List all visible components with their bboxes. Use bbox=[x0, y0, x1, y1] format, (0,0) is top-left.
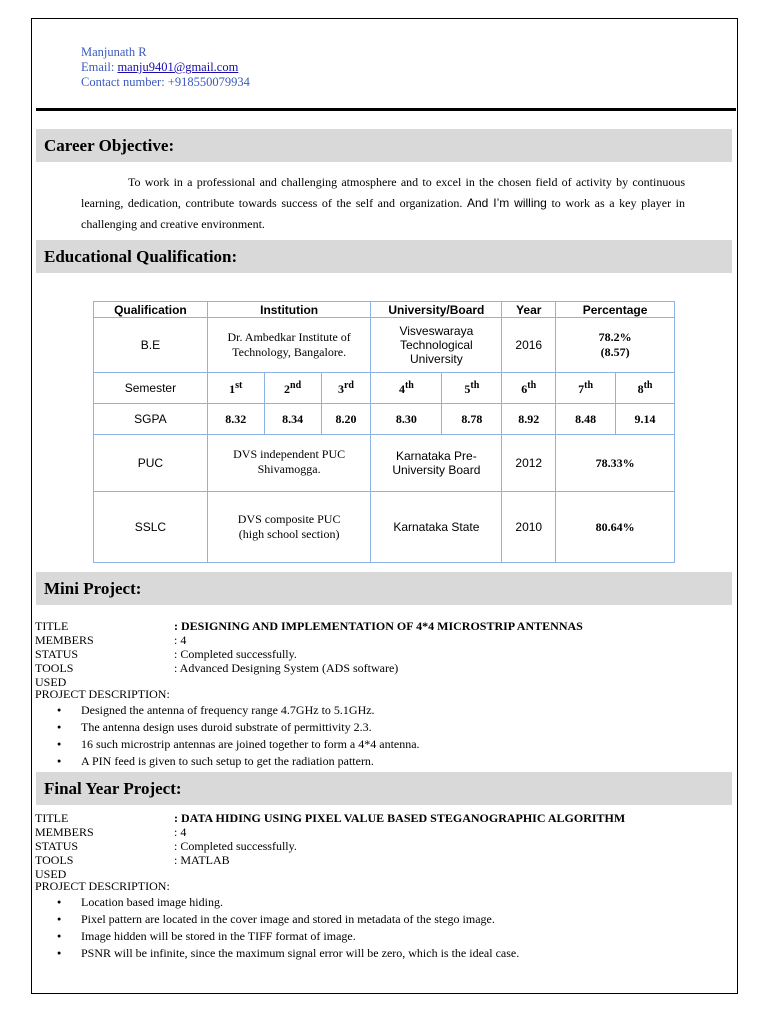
list-item: ● PSNR will be infinite, since the maximum signal error will be zero, which is the ideal case. bbox=[35, 945, 519, 962]
be-institution: Dr. Ambedkar Institute of Technology, Bangalore. bbox=[207, 318, 371, 373]
mini-tools-key: TOOLS USED bbox=[35, 661, 74, 689]
list-item: ● Designed the antenna of frequency range 4.7GHz to 5.1GHz. bbox=[35, 702, 420, 719]
candidate-name: Manjunath R bbox=[81, 45, 147, 59]
education-heading: Educational Qualification: bbox=[36, 240, 732, 273]
col-university: University/Board bbox=[371, 302, 502, 318]
semester-4: 4th bbox=[371, 373, 442, 404]
semester-1: 1st bbox=[207, 373, 264, 404]
sslc-institution-line1: DVS composite PUC bbox=[237, 512, 341, 526]
career-objective-heading: Career Objective: bbox=[36, 129, 732, 162]
puc-qualification: PUC bbox=[94, 435, 208, 492]
semester-3: 3rd bbox=[321, 373, 371, 404]
mini-members-value: : 4 bbox=[174, 633, 187, 647]
email-link[interactable]: manju9401@gmail.com bbox=[117, 60, 239, 74]
mini-project-heading: Mini Project: bbox=[36, 572, 732, 605]
sgpa-6: 8.92 bbox=[502, 404, 556, 435]
semester-5: 5th bbox=[442, 373, 502, 404]
col-institution: Institution bbox=[207, 302, 371, 318]
be-university: Visveswaraya Technological University bbox=[371, 318, 502, 373]
email-line bbox=[81, 60, 250, 75]
list-item: ● Location based image hiding. bbox=[35, 894, 519, 911]
final-title-value: : DATA HIDING USING PIXEL VALUE BASED STEGANOGRAPHIC ALGORITHM bbox=[174, 811, 626, 825]
sgpa-1: 8.32 bbox=[207, 404, 264, 435]
puc-institution: DVS independent PUC Shivamogga. bbox=[207, 435, 371, 492]
contact-number: Contact number: +918550079934 bbox=[81, 75, 250, 89]
sslc-university: Karnataka State bbox=[371, 492, 502, 563]
list-item: ● The antenna design uses duroid substrate of permittivity 2.3. bbox=[35, 719, 420, 736]
objective-part-b: And I’m willing bbox=[466, 196, 547, 210]
puc-percentage: 78.33% bbox=[556, 435, 675, 492]
table-row-be bbox=[94, 318, 675, 373]
mini-members-key: MEMBERS bbox=[35, 633, 94, 647]
email-label: Email: bbox=[81, 60, 118, 74]
semester-6: 6th bbox=[502, 373, 556, 404]
final-title-key: TITLE bbox=[35, 811, 69, 825]
final-members-key: MEMBERS bbox=[35, 825, 94, 839]
sgpa-5: 8.78 bbox=[442, 404, 502, 435]
sslc-institution-line2: (high school section) bbox=[238, 527, 340, 541]
final-project-heading: Final Year Project: bbox=[36, 772, 732, 805]
be-percentage bbox=[556, 318, 675, 373]
mini-status-key: STATUS bbox=[35, 647, 79, 661]
col-percentage: Percentage bbox=[556, 302, 675, 318]
puc-year: 2012 bbox=[502, 435, 556, 492]
semester-7: 7th bbox=[556, 373, 616, 404]
final-status-value: : Completed successfully. bbox=[174, 839, 297, 853]
list-item: ● A PIN feed is given to such setup to get the radiation pattern. bbox=[35, 753, 420, 770]
be-cgpa-value: (8.57) bbox=[600, 345, 630, 359]
be-year: 2016 bbox=[502, 318, 556, 373]
final-tools-key: TOOLS USED bbox=[35, 853, 74, 881]
mini-description-list bbox=[35, 702, 420, 770]
sslc-year: 2010 bbox=[502, 492, 556, 563]
table-row-puc bbox=[94, 435, 675, 492]
contact-header bbox=[81, 45, 250, 90]
sgpa-7: 8.48 bbox=[556, 404, 616, 435]
sgpa-3: 8.20 bbox=[321, 404, 371, 435]
final-members-value: : 4 bbox=[174, 825, 187, 839]
semester-label: Semester bbox=[94, 373, 208, 404]
be-percent-value: 78.2% bbox=[598, 330, 632, 344]
sgpa-label: SGPA bbox=[94, 404, 208, 435]
objective-part-a: To work in a professional and challenging atmosphere and to excel in the chosen field of activity by continuous learning, dedication, contribute towards success of the self and organization. bbox=[81, 175, 685, 210]
objective-part-c: to work as a key player in challenging and creative environment. bbox=[81, 196, 685, 231]
sslc-percentage: 80.64% bbox=[556, 492, 675, 563]
sslc-qualification: SSLC bbox=[94, 492, 208, 563]
list-item: ● 16 such microstrip antennas are joined together to form a 4*4 antenna. bbox=[35, 736, 420, 753]
mini-title-value: : DESIGNING AND IMPLEMENTATION OF 4*4 MICROSTRIP ANTENNAS bbox=[174, 619, 583, 633]
sgpa-8: 9.14 bbox=[616, 404, 675, 435]
col-qualification: Qualification bbox=[94, 302, 208, 318]
table-row-semester bbox=[94, 373, 675, 404]
table-row-sslc bbox=[94, 492, 675, 563]
semester-2: 2nd bbox=[264, 373, 321, 404]
table-header-row bbox=[94, 302, 675, 318]
puc-university: Karnataka Pre-University Board bbox=[371, 435, 502, 492]
list-item: ● Pixel pattern are located in the cover image and stored in metadata of the stego image. bbox=[35, 911, 519, 928]
final-tools-value: : MATLAB bbox=[174, 853, 230, 867]
final-description-label: PROJECT DESCRIPTION: bbox=[35, 879, 170, 893]
col-year: Year bbox=[502, 302, 556, 318]
education-table bbox=[93, 301, 675, 563]
be-qualification: B.E bbox=[94, 318, 208, 373]
mini-description-label: PROJECT DESCRIPTION: bbox=[35, 687, 170, 701]
header-divider bbox=[36, 108, 736, 111]
mini-status-value: : Completed successfully. bbox=[174, 647, 297, 661]
table-row-sgpa bbox=[94, 404, 675, 435]
sgpa-2: 8.34 bbox=[264, 404, 321, 435]
semester-8: 8th bbox=[616, 373, 675, 404]
sgpa-4: 8.30 bbox=[371, 404, 442, 435]
final-status-key: STATUS bbox=[35, 839, 79, 853]
list-item: ● Image hidden will be stored in the TIFF format of image. bbox=[35, 928, 519, 945]
final-description-list bbox=[35, 894, 519, 962]
sslc-institution bbox=[207, 492, 371, 563]
mini-title-key: TITLE bbox=[35, 619, 69, 633]
mini-tools-value: : Advanced Designing System (ADS software) bbox=[174, 661, 399, 675]
career-objective-text bbox=[81, 172, 685, 235]
